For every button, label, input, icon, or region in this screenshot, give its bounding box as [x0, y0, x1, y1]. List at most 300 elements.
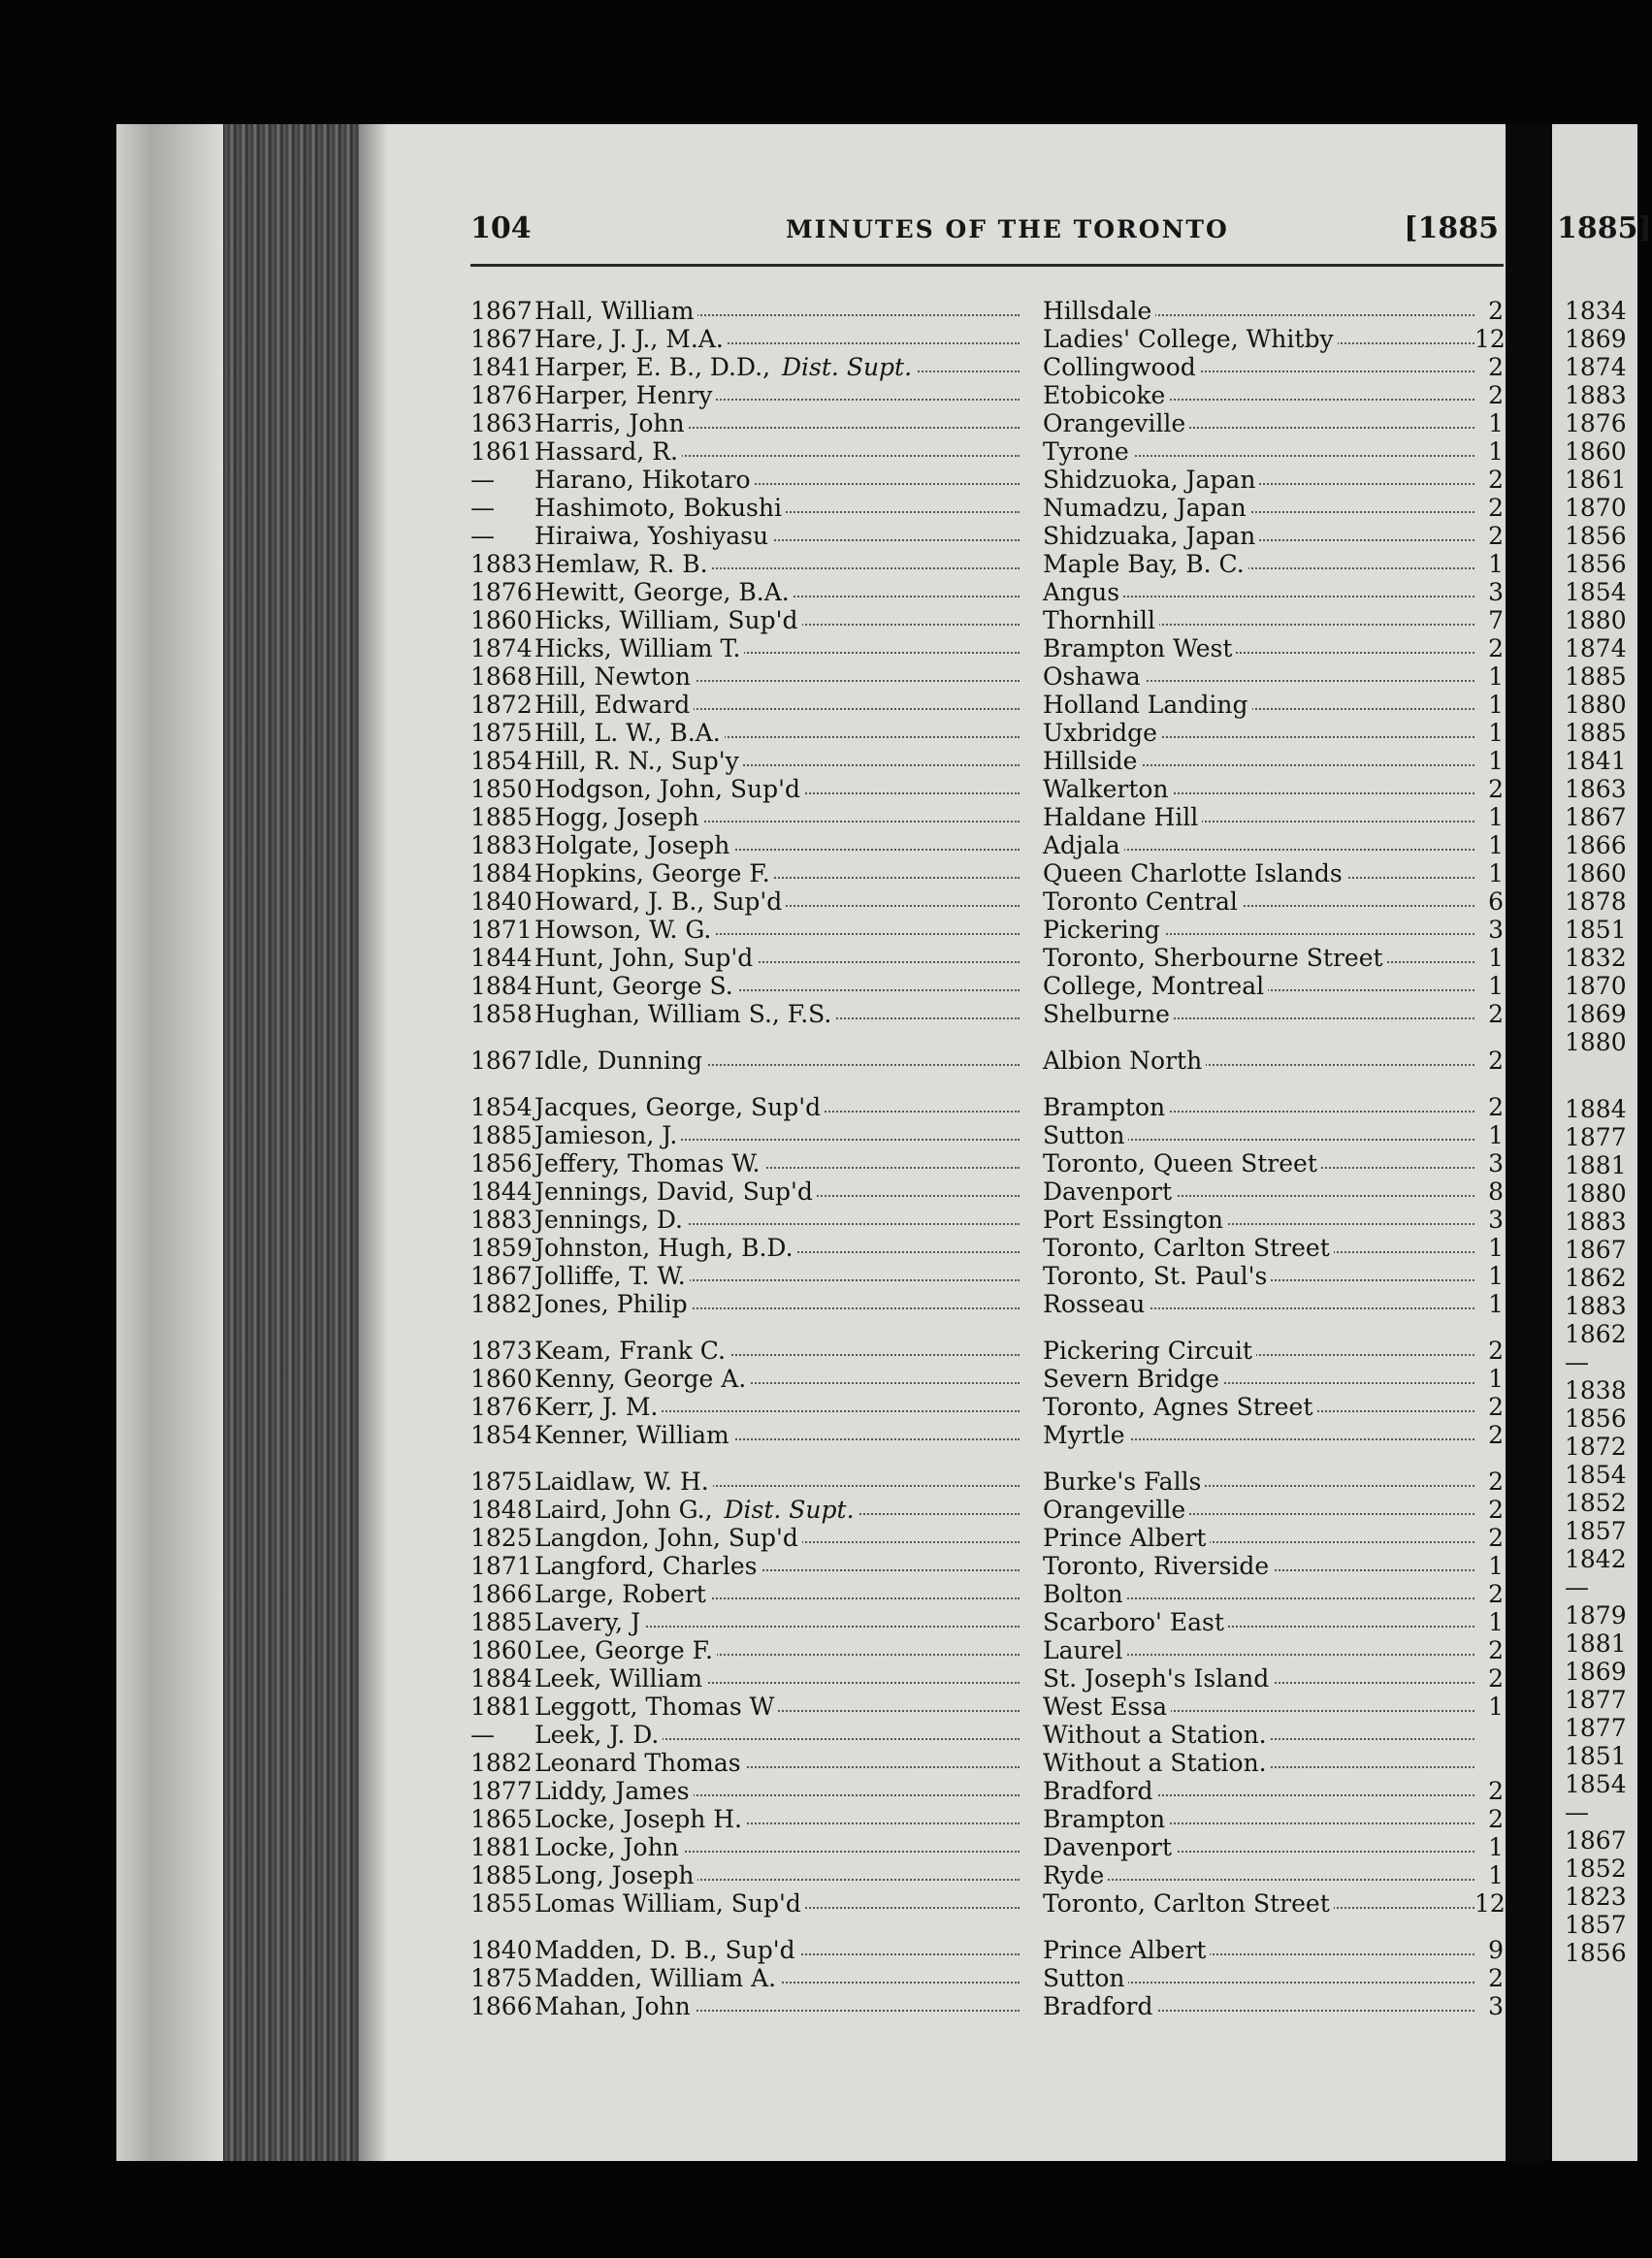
entry-station: Without a Station.: [1043, 1749, 1271, 1777]
entry-station: Bolton: [1043, 1580, 1127, 1608]
entry-year: 1867: [470, 1262, 533, 1290]
facing-page-year: 1852: [1565, 1855, 1627, 1883]
entry-station: Uxbridge: [1043, 719, 1161, 747]
entry-station: Orangeville: [1043, 409, 1189, 437]
entry-name: Hiraiwa, Yoshiyasu: [534, 522, 772, 550]
entry-name: Keam, Frank C.: [534, 1337, 729, 1365]
facing-page-year: 1852: [1565, 1489, 1627, 1517]
entry-count: 2: [1488, 297, 1504, 325]
entry-year: 1840: [470, 887, 533, 916]
entry-year: 1850: [470, 775, 533, 803]
entry-name: Jamieson, J.: [534, 1121, 681, 1149]
entry-count: 2: [1488, 381, 1504, 409]
entry-row: [470, 1393, 1504, 1421]
entry-station: Collingwood: [1043, 353, 1200, 381]
facing-page-year: 1832: [1565, 944, 1627, 972]
facing-page-year: 1856: [1565, 550, 1627, 578]
entry-count: 2: [1488, 1524, 1504, 1552]
facing-page-year: 1883: [1565, 1208, 1627, 1236]
entry-name: Leonard Thomas: [534, 1749, 745, 1777]
facing-page-header: 1885]: [1557, 211, 1652, 245]
entry-count: 1: [1488, 437, 1504, 466]
entry-row: [470, 1580, 1504, 1608]
entry-station: Etobicoke: [1043, 381, 1169, 409]
entry-name: Leek, J. D.: [534, 1721, 663, 1749]
entry-row: [470, 1149, 1504, 1177]
entry-station: Scarboro' East: [1043, 1608, 1228, 1636]
entry-year: 1860: [470, 1365, 533, 1393]
entry-station: Hillsdale: [1043, 297, 1155, 325]
entry-count: 2: [1488, 634, 1504, 662]
entry-row: [470, 1552, 1504, 1580]
entry-count: 1: [1488, 803, 1504, 831]
entry-count: 2: [1488, 1636, 1504, 1664]
facing-page-year: 1857: [1565, 1911, 1627, 1939]
entry-count: 1: [1488, 831, 1504, 859]
entry-name: Harper, Henry: [534, 381, 716, 409]
facing-page-year: 1856: [1565, 1404, 1627, 1433]
entry-row: [470, 1262, 1504, 1290]
entry-name: Hicks, William, Sup'd: [534, 606, 802, 634]
entry-station: Hillside: [1043, 747, 1141, 775]
entry-name: Leek, William: [534, 1664, 706, 1693]
facing-page-year: 1874: [1565, 353, 1627, 381]
facing-page-year: 1881: [1565, 1629, 1627, 1658]
entry-row: [470, 1964, 1504, 1992]
entry-year: 1874: [470, 634, 533, 662]
facing-page-year: 1842: [1565, 1545, 1627, 1573]
entry-year: 1863: [470, 409, 533, 437]
entry-row: [470, 1889, 1504, 1918]
entry-name: Madden, D. B., Sup'd: [534, 1936, 799, 1964]
entry-station: Prince Albert: [1043, 1936, 1210, 1964]
facing-page-year: 1880: [1565, 691, 1627, 719]
entry-station: Toronto, Queen Street: [1043, 1149, 1321, 1177]
entry-year: 1855: [470, 1889, 533, 1918]
entry-name: Hicks, William T.: [534, 634, 744, 662]
facing-page-year: 1880: [1565, 1179, 1627, 1208]
entry-station: Walkerton: [1043, 775, 1173, 803]
entry-row: [470, 409, 1504, 437]
entry-row: [470, 1608, 1504, 1636]
entry-name: Kerr, J. M.: [534, 1393, 662, 1421]
entry-year: 1868: [470, 662, 533, 691]
entry-year: 1867: [470, 325, 533, 353]
entry-row: [470, 437, 1504, 466]
entry-name: Langdon, John, Sup'd: [534, 1524, 802, 1552]
entry-count: 2: [1488, 1337, 1504, 1365]
entry-count: 1: [1488, 1234, 1504, 1262]
entry-row: [470, 916, 1504, 944]
entry-row: [470, 1468, 1504, 1496]
facing-page-year: 1885: [1565, 662, 1627, 691]
entry-row: [470, 522, 1504, 550]
entry-title: Dist. Supt.: [717, 1496, 858, 1524]
entry-row: [470, 1693, 1504, 1721]
entry-name: Hill, Edward: [534, 691, 694, 719]
entry-station: Bradford: [1043, 1992, 1157, 2020]
entry-row: [470, 381, 1504, 409]
entry-name: Lomas William, Sup'd: [534, 1889, 805, 1918]
entry-station: Myrtle: [1043, 1421, 1129, 1449]
facing-page-year: 1877: [1565, 1714, 1627, 1742]
entry-row: [470, 747, 1504, 775]
entry-year: 1844: [470, 944, 533, 972]
entry-year: 1881: [470, 1693, 533, 1721]
entry-count: 1: [1488, 719, 1504, 747]
entry-station: Adjala: [1043, 831, 1124, 859]
entry-row: [470, 634, 1504, 662]
entry-count: 2: [1488, 1468, 1504, 1496]
entry-count: 2: [1488, 1664, 1504, 1693]
entry-row: [470, 1524, 1504, 1552]
entry-year: 1873: [470, 1337, 533, 1365]
facing-page-gap: [1565, 1056, 1637, 1095]
facing-page-year: —: [1565, 1348, 1589, 1376]
entry-name: Long, Joseph: [534, 1861, 697, 1889]
entry-station: Toronto, Sherbourne Street: [1043, 944, 1387, 972]
entry-row: [470, 1936, 1504, 1964]
entry-name: Hogg, Joseph: [534, 803, 703, 831]
entry-name: Hassard, R.: [534, 437, 682, 466]
entry-year: 1858: [470, 1000, 533, 1028]
entry-station: Toronto, Riverside: [1043, 1552, 1273, 1580]
entry-count: 2: [1488, 1777, 1504, 1805]
entry-row: [470, 1861, 1504, 1889]
page-edge: [116, 124, 233, 2161]
entry-year: 1885: [470, 1121, 533, 1149]
entry-year: 1884: [470, 859, 533, 887]
facing-page-year: —: [1565, 1798, 1589, 1826]
entry-row: [470, 859, 1504, 887]
facing-page-year: 1879: [1565, 1601, 1627, 1629]
entry-name: Locke, John: [534, 1833, 683, 1861]
entry-row: [470, 1177, 1504, 1206]
facing-page-year: 1863: [1565, 775, 1627, 803]
facing-page-year: 1867: [1565, 803, 1627, 831]
entry-name: Kenner, William: [534, 1421, 733, 1449]
entry-year: 1882: [470, 1290, 533, 1318]
entry-count: 7: [1488, 606, 1504, 634]
entry-year: 1885: [470, 1861, 533, 1889]
entry-name: Locke, Joseph H.: [534, 1805, 746, 1833]
entry-name: Harris, John: [534, 409, 689, 437]
entry-year: —: [470, 494, 495, 522]
entry-name: Hodgson, John, Sup'd: [534, 775, 804, 803]
entry-count: 1: [1488, 859, 1504, 887]
entry-count: 2: [1488, 1580, 1504, 1608]
entry-row: [470, 606, 1504, 634]
entry-row: [470, 550, 1504, 578]
entry-name: Holgate, Joseph: [534, 831, 733, 859]
entry-year: 1872: [470, 691, 533, 719]
entry-station: Toronto, Agnes Street: [1043, 1393, 1316, 1421]
entry-year: 1866: [470, 1992, 533, 2020]
entry-name: Howson, W. G.: [534, 916, 715, 944]
entry-name: Johnston, Hugh, B.D.: [534, 1234, 797, 1262]
entry-year: 1860: [470, 606, 533, 634]
entry-year: 1875: [470, 719, 533, 747]
entry-year: 1844: [470, 1177, 533, 1206]
entry-count: 2: [1488, 494, 1504, 522]
entry-name: Laidlaw, W. H.: [534, 1468, 713, 1496]
entry-row: [470, 719, 1504, 747]
entry-station: Toronto Central: [1043, 887, 1242, 916]
entry-count: 1: [1488, 662, 1504, 691]
entry-name: Jolliffe, T. W.: [534, 1262, 690, 1290]
entry-count: 1: [1488, 972, 1504, 1000]
entry-station: Toronto, Carlton Street: [1043, 1234, 1334, 1262]
entry-year: 1867: [470, 297, 533, 325]
entry-station: Davenport: [1043, 1833, 1176, 1861]
entry-year: 1876: [470, 1393, 533, 1421]
entry-year: 1883: [470, 550, 533, 578]
page-title: MINUTES OF THE TORONTO: [786, 215, 1229, 243]
entry-name: Lavery, J: [534, 1608, 644, 1636]
entry-station: Port Essington: [1043, 1206, 1227, 1234]
facing-page-year: 1870: [1565, 972, 1627, 1000]
facing-page-year: —: [1565, 1573, 1589, 1601]
facing-page-year: 1880: [1565, 1028, 1627, 1056]
entry-count: 1: [1488, 550, 1504, 578]
entry-name: Jennings, D.: [534, 1206, 687, 1234]
entry-count: 2: [1488, 1496, 1504, 1524]
entry-name: Idle, Dunning: [534, 1047, 706, 1075]
entry-station: College, Montreal: [1043, 972, 1268, 1000]
entry-station: Without a Station.: [1043, 1721, 1271, 1749]
entry-station: Tyrone: [1043, 437, 1133, 466]
entry-row: [470, 1093, 1504, 1121]
entry-row: [470, 887, 1504, 916]
entry-station: Rosseau: [1043, 1290, 1149, 1318]
entry-year: 1884: [470, 1664, 533, 1693]
entry-row: [470, 1664, 1504, 1693]
entry-row: [470, 466, 1504, 494]
entry-station: Oshawa: [1043, 662, 1145, 691]
entry-name: Hall, William: [534, 297, 697, 325]
facing-page-year: 1834: [1565, 297, 1627, 325]
entry-year: 1865: [470, 1805, 533, 1833]
facing-page-year: 1862: [1565, 1264, 1627, 1292]
facing-page-year: 1856: [1565, 522, 1627, 550]
entry-count: 2: [1488, 1000, 1504, 1028]
entry-name: Hewitt, George, B.A.: [534, 578, 794, 606]
entry-station: Brampton West: [1043, 634, 1236, 662]
facing-page-year: 1841: [1565, 747, 1627, 775]
entry-year: 1881: [470, 1833, 533, 1861]
entry-row: [470, 325, 1504, 353]
entry-year: 1866: [470, 1580, 533, 1608]
entry-count: 2: [1488, 1421, 1504, 1449]
entry-count: 8: [1488, 1177, 1504, 1206]
entry-station: Ryde: [1043, 1861, 1108, 1889]
facing-page-year: 1838: [1565, 1376, 1627, 1404]
entry-name: Madden, William A.: [534, 1964, 780, 1992]
entry-row: [470, 353, 1504, 381]
facing-page-year-list: [1565, 297, 1637, 1967]
entry-count: 3: [1488, 1206, 1504, 1234]
entry-name: Jeffery, Thomas W.: [534, 1149, 764, 1177]
minister-list: [470, 297, 1504, 2020]
entry-count: 2: [1488, 1964, 1504, 1992]
facing-page-year: 1870: [1565, 494, 1627, 522]
entry-year: —: [470, 522, 495, 550]
facing-page-year: 1867: [1565, 1826, 1627, 1855]
entry-year: 1875: [470, 1964, 533, 1992]
entry-count: 1: [1488, 1121, 1504, 1149]
entry-station: Albion North: [1043, 1047, 1206, 1075]
entry-station: Orangeville: [1043, 1496, 1189, 1524]
entry-count: 1: [1488, 1833, 1504, 1861]
facing-page-year: 1877: [1565, 1686, 1627, 1714]
entry-year: 1854: [470, 1093, 533, 1121]
entry-row: [470, 1496, 1504, 1524]
entry-count: 3: [1488, 916, 1504, 944]
entry-year: 1841: [470, 353, 533, 381]
facing-page-year: 1861: [1565, 466, 1627, 494]
facing-page-year: 1854: [1565, 578, 1627, 606]
entry-name: Hill, Newton: [534, 662, 695, 691]
entry-row: [470, 803, 1504, 831]
entry-count: 2: [1488, 353, 1504, 381]
entry-row: [470, 972, 1504, 1000]
entry-station: Thornhill: [1043, 606, 1159, 634]
entry-station: Ladies' College, Whitby: [1043, 325, 1338, 353]
entry-name: Laird, John G.,: [534, 1496, 717, 1524]
entry-row: [470, 1721, 1504, 1749]
entry-name: Langford, Charles: [534, 1552, 761, 1580]
entry-row: [470, 1290, 1504, 1318]
entry-station: Angus: [1043, 578, 1123, 606]
entry-year: 1861: [470, 437, 533, 466]
facing-page-year: 1884: [1565, 1095, 1627, 1123]
facing-page-year: 1877: [1565, 1123, 1627, 1151]
entry-row: [470, 1777, 1504, 1805]
entry-year: 1854: [470, 1421, 533, 1449]
entry-count: 1: [1488, 1290, 1504, 1318]
entry-name: Jennings, David, Sup'd: [534, 1177, 817, 1206]
entry-row: [470, 1992, 1504, 2020]
entry-name: Hemlaw, R. B.: [534, 550, 712, 578]
entry-year: 1885: [470, 1608, 533, 1636]
entry-year: 1825: [470, 1524, 533, 1552]
entry-row: [470, 494, 1504, 522]
entry-year: 1885: [470, 803, 533, 831]
facing-page-year: 1860: [1565, 437, 1627, 466]
entry-name: Hunt, John, Sup'd: [534, 944, 757, 972]
facing-page-year: 1866: [1565, 831, 1627, 859]
entry-name: Leggott, Thomas W: [534, 1693, 778, 1721]
entry-name: Hunt, George S.: [534, 972, 737, 1000]
entry-name: Hopkins, George F.: [534, 859, 774, 887]
facing-page-year: 1869: [1565, 1658, 1627, 1686]
entry-row: [470, 1234, 1504, 1262]
entry-station: Laurel: [1043, 1636, 1126, 1664]
entry-count: 1: [1488, 1552, 1504, 1580]
entry-name: Howard, J. B., Sup'd: [534, 887, 786, 916]
entry-station: Severn Bridge: [1043, 1365, 1223, 1393]
facing-page-year: 1876: [1565, 409, 1627, 437]
entry-count: 3: [1488, 578, 1504, 606]
entry-year: 1883: [470, 831, 533, 859]
entry-name: Mahan, John: [534, 1992, 695, 2020]
entry-row: [470, 297, 1504, 325]
entry-count: 2: [1488, 1093, 1504, 1121]
entry-count: 12: [1474, 1889, 1506, 1918]
entry-row: [470, 1805, 1504, 1833]
facing-page-year: 1823: [1565, 1883, 1627, 1911]
entry-station: Toronto, St. Paul's: [1043, 1262, 1271, 1290]
entry-station: Maple Bay, B. C.: [1043, 550, 1248, 578]
entry-name: Jones, Philip: [534, 1290, 692, 1318]
facing-page-year: 1874: [1565, 634, 1627, 662]
facing-page-year: 1857: [1565, 1517, 1627, 1545]
entry-station: Brampton: [1043, 1093, 1169, 1121]
entry-year: 1854: [470, 747, 533, 775]
facing-page-year: 1878: [1565, 887, 1627, 916]
facing-page-year: 1869: [1565, 325, 1627, 353]
entry-year: 1876: [470, 578, 533, 606]
entry-station: Queen Charlotte Islands: [1043, 859, 1346, 887]
entry-row: [470, 1421, 1504, 1449]
entry-name: Harano, Hikotaro: [534, 466, 755, 494]
facing-page-year: 1867: [1565, 1236, 1627, 1264]
entry-row: [470, 1833, 1504, 1861]
entry-year: 1876: [470, 381, 533, 409]
entry-station: Shelburne: [1043, 1000, 1174, 1028]
entry-name: Hill, L. W., B.A.: [534, 719, 725, 747]
entry-count: 12: [1474, 325, 1506, 353]
entry-row: [470, 1636, 1504, 1664]
entry-year: 1871: [470, 916, 533, 944]
facing-page-year: 1881: [1565, 1151, 1627, 1179]
facing-page-year: 1860: [1565, 859, 1627, 887]
entry-station: Burke's Falls: [1043, 1468, 1205, 1496]
facing-page-year: 1869: [1565, 1000, 1627, 1028]
entry-station: Sutton: [1043, 1121, 1128, 1149]
entry-year: 1848: [470, 1496, 533, 1524]
entry-row: [470, 1000, 1504, 1028]
entry-row: [470, 1365, 1504, 1393]
page-header: [470, 211, 1499, 250]
facing-page-year: 1885: [1565, 719, 1627, 747]
entry-count: 1: [1488, 1693, 1504, 1721]
entry-station: Sutton: [1043, 1964, 1128, 1992]
facing-page-year: 1856: [1565, 1939, 1627, 1967]
facing-page-year: 1862: [1565, 1320, 1627, 1348]
entry-row: [470, 691, 1504, 719]
entry-row: [470, 1337, 1504, 1365]
entry-count: 3: [1488, 1992, 1504, 2020]
entry-station: Numadzu, Japan: [1043, 494, 1250, 522]
entry-year: —: [470, 466, 495, 494]
entry-year: —: [470, 1721, 495, 1749]
entry-row: [470, 1121, 1504, 1149]
entry-name: Hughan, William S., F.S.: [534, 1000, 835, 1028]
entry-year: 1882: [470, 1749, 533, 1777]
entry-station: Bradford: [1043, 1777, 1157, 1805]
entry-station: Shidzuaka, Japan: [1043, 522, 1259, 550]
entry-name: Lee, George F.: [534, 1636, 717, 1664]
entry-name: Hill, R. N., Sup'y: [534, 747, 743, 775]
entry-name: Jacques, George, Sup'd: [534, 1093, 825, 1121]
entry-name: Liddy, James: [534, 1777, 694, 1805]
entry-count: 2: [1488, 466, 1504, 494]
entry-title: Dist. Supt.: [774, 353, 916, 381]
entry-station: Shidzuoka, Japan: [1043, 466, 1259, 494]
entry-name: Large, Robert: [534, 1580, 710, 1608]
entry-station: Brampton: [1043, 1805, 1169, 1833]
